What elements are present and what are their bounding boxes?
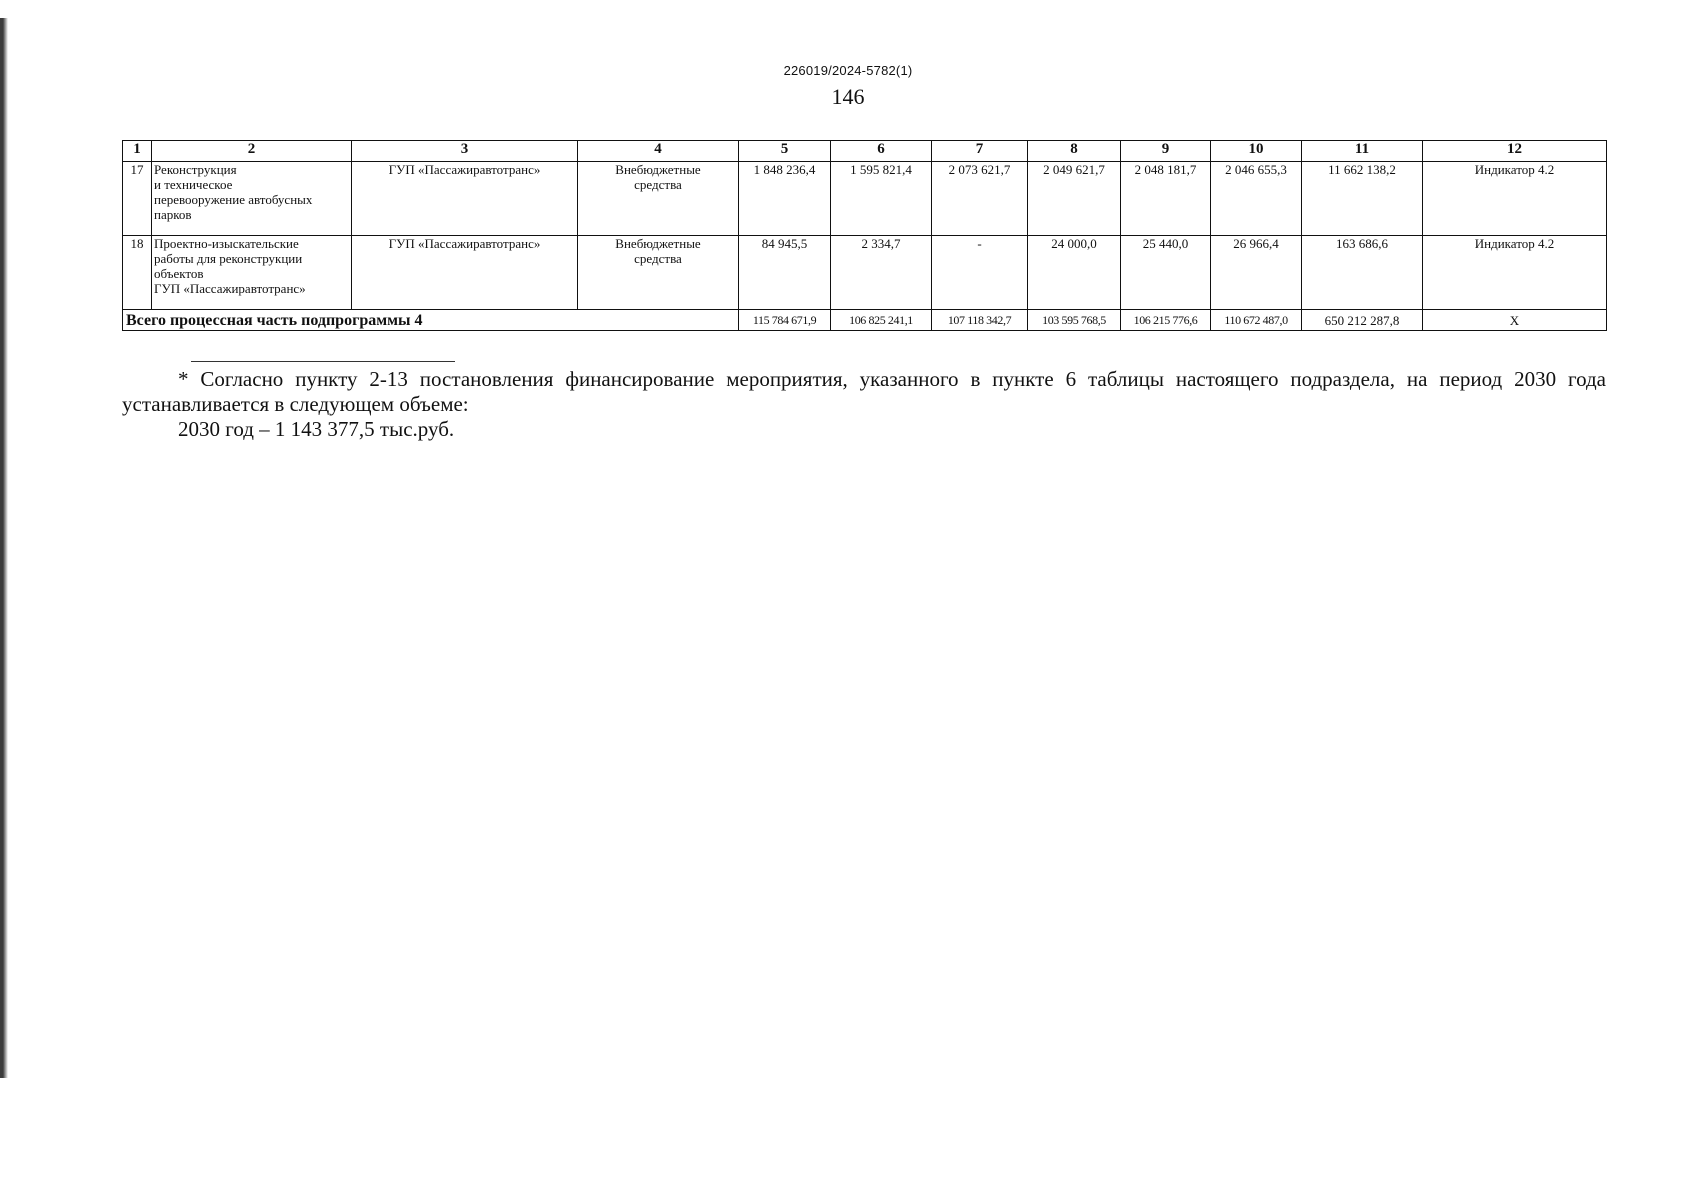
value-col-6: 1 595 821,4: [831, 162, 932, 236]
value-col-8: 2 049 621,7: [1028, 162, 1121, 236]
value-col-8: 24 000,0: [1028, 236, 1121, 310]
funding-table: [122, 140, 1607, 331]
scan-edge: [0, 18, 8, 1078]
table-row: [123, 162, 1607, 236]
column-number: 2: [152, 141, 352, 162]
value-col-5: 1 848 236,4: [739, 162, 831, 236]
column-number: 12: [1423, 141, 1607, 162]
column-number: 1: [123, 141, 152, 162]
indicator: Индикатор 4.2: [1423, 236, 1607, 310]
total-label: Всего процессная часть подпрограммы 4: [123, 310, 739, 331]
total-col-11: 650 212 287,8: [1302, 310, 1423, 331]
document-id: 226019/2024-5782(1): [783, 63, 913, 78]
value-col-9: 25 440,0: [1121, 236, 1211, 310]
column-number: 3: [352, 141, 578, 162]
value-col-9: 2 048 181,7: [1121, 162, 1211, 236]
total-col-9: 106 215 776,6: [1121, 310, 1211, 331]
total-col-5: 115 784 671,9: [739, 310, 831, 331]
total-col-6: 106 825 241,1: [831, 310, 932, 331]
footnote-amount: 2030 год – 1 143 377,5 тыс.руб.: [178, 417, 455, 441]
indicator: Индикатор 4.2: [1423, 162, 1607, 236]
executor: ГУП «Пассажиравтотранс»: [352, 162, 578, 236]
total-col-8: 103 595 768,5: [1028, 310, 1121, 331]
column-number: 4: [578, 141, 739, 162]
column-number: 6: [831, 141, 932, 162]
column-number: 5: [739, 141, 831, 162]
value-col-7: -: [932, 236, 1028, 310]
value-col-7: 2 073 621,7: [932, 162, 1028, 236]
value-col-10: 26 966,4: [1211, 236, 1302, 310]
value-col-11: 11 662 138,2: [1302, 162, 1423, 236]
value-col-11: 163 686,6: [1302, 236, 1423, 310]
page-number: 146: [831, 84, 865, 109]
footnote-separator: [191, 361, 455, 362]
column-number: 8: [1028, 141, 1121, 162]
value-col-6: 2 334,7: [831, 236, 932, 310]
column-number-row: [123, 141, 1607, 162]
executor: ГУП «Пассажиравтотранс»: [352, 236, 578, 310]
total-indicator: Х: [1423, 310, 1607, 331]
column-number: 11: [1302, 141, 1423, 162]
footnote: [122, 367, 1606, 442]
funding-source: Внебюджетные средства: [578, 162, 739, 236]
funding-source: Внебюджетные средства: [578, 236, 739, 310]
total-col-7: 107 118 342,7: [932, 310, 1028, 331]
activity-name: Реконструкция и техническое перевооружение автобусных парков: [152, 162, 352, 236]
footnote-text: * Согласно пункту 2-13 постановления финансирование мероприятия, указанного в пункте 6 таблицы настоящего подраздела, на период 2030 года устанавливается в следующем объеме:: [122, 367, 1606, 416]
total-col-10: 110 672 487,0: [1211, 310, 1302, 331]
row-number: 17: [123, 162, 152, 236]
column-number: 7: [932, 141, 1028, 162]
row-number: 18: [123, 236, 152, 310]
activity-name: Проектно-изыскательские работы для реконструкции объектов ГУП «Пассажиравтотранс»: [152, 236, 352, 310]
table-row: [123, 236, 1607, 310]
value-col-10: 2 046 655,3: [1211, 162, 1302, 236]
column-number: 9: [1121, 141, 1211, 162]
total-row: [123, 310, 1607, 331]
value-col-5: 84 945,5: [739, 236, 831, 310]
column-number: 10: [1211, 141, 1302, 162]
